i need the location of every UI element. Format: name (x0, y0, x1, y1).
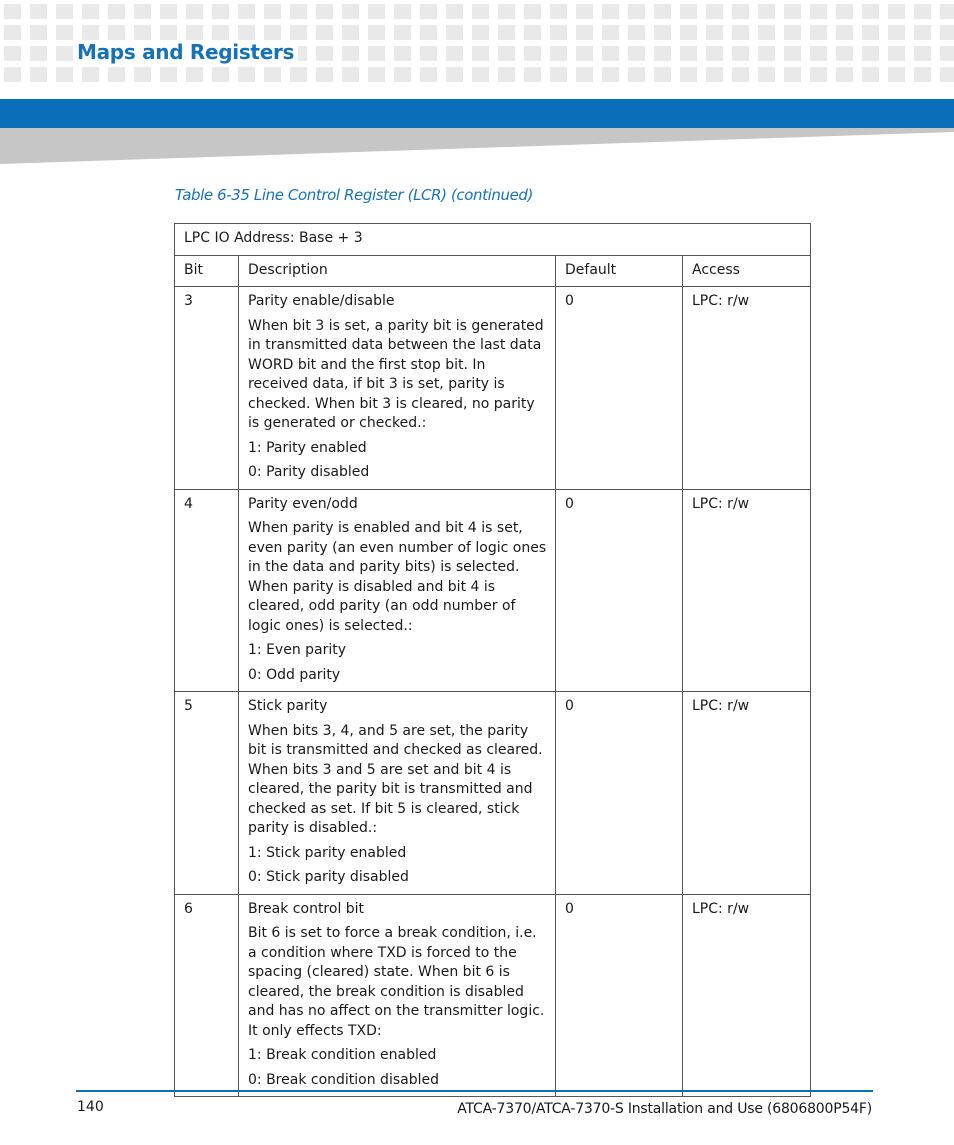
pattern-square (550, 46, 567, 61)
field-option-clear: 0: Parity disabled (248, 464, 370, 480)
pattern-square (290, 4, 307, 19)
pattern-square (758, 4, 775, 19)
pattern-square (654, 4, 671, 19)
pattern-square (4, 4, 21, 19)
pattern-square (836, 25, 853, 40)
pattern-square (472, 46, 489, 61)
pattern-square (498, 4, 515, 19)
pattern-square (446, 25, 463, 40)
page-number: 140 (77, 1099, 104, 1115)
pattern-square (368, 4, 385, 19)
pattern-square (342, 67, 359, 82)
table-caption: Table 6-35 Line Control Register (LCR) (continued) (175, 186, 533, 204)
header-grey-swoosh (0, 128, 954, 164)
pattern-square (758, 25, 775, 40)
pattern-square (160, 4, 177, 19)
pattern-square (238, 67, 255, 82)
pattern-square (862, 4, 879, 19)
pattern-square (498, 67, 515, 82)
pattern-square (810, 4, 827, 19)
pattern-square (134, 4, 151, 19)
pattern-square (628, 46, 645, 61)
pattern-square (940, 25, 954, 40)
field-body: When parity is enabled and bit 4 is set, even parity (an even number of logic ones in the data and parity bits) is selected. When parity is disabled and bit 4 is cleared, odd parity (an odd number of logic ones) is selected.: (248, 520, 547, 634)
pattern-square (30, 46, 47, 61)
pattern-square (784, 67, 801, 82)
pattern-square (56, 46, 73, 61)
pattern-square (316, 46, 333, 61)
pattern-square (836, 4, 853, 19)
field-option-set: 1: Even parity (248, 642, 347, 658)
pattern-square (160, 67, 177, 82)
pattern-square (706, 4, 723, 19)
pattern-square (420, 25, 437, 40)
table-row (175, 287, 811, 490)
pattern-square (654, 67, 671, 82)
bit-cell: 3 (175, 287, 239, 490)
field-body: When bits 3, 4, and 5 are set, the parity bit is transmitted and checked as cleared. When bits 3 and 5 are set and bit 4 is cleared, the parity bit is transmitted and checked as set. If bit 5 is cleared, stick parity is disabled.: (248, 722, 543, 836)
description-cell (239, 692, 556, 895)
default-cell: 0 (556, 287, 683, 490)
pattern-square (238, 25, 255, 40)
pattern-square (498, 46, 515, 61)
pattern-square (342, 25, 359, 40)
pattern-square (212, 4, 229, 19)
pattern-square (290, 25, 307, 40)
pattern-square (888, 25, 905, 40)
pattern-square (732, 4, 749, 19)
pattern-square (394, 25, 411, 40)
pattern-square (4, 67, 21, 82)
pattern-square (576, 4, 593, 19)
pattern-square (82, 4, 99, 19)
pattern-square (264, 67, 281, 82)
pattern-square (628, 4, 645, 19)
access-cell: LPC: r/w (683, 287, 811, 490)
page-title: Maps and Registers (77, 40, 298, 64)
pattern-square (212, 25, 229, 40)
pattern-square (134, 25, 151, 40)
pattern-square (446, 46, 463, 61)
column-header-default: Default (556, 255, 683, 287)
pattern-square (862, 46, 879, 61)
pattern-square (368, 46, 385, 61)
pattern-square (4, 46, 21, 61)
pattern-square (82, 25, 99, 40)
pattern-square (862, 25, 879, 40)
field-option-set: 1: Parity enabled (248, 439, 367, 456)
description-cell (239, 287, 556, 490)
field-body: When bit 3 is set, a parity bit is generated in transmitted data between the last data WORD bit and the first stop bit. In received data, if bit 3 is set, parity is checked. When bit 3 is cleared, no parity is generated or checked.: (248, 317, 544, 431)
pattern-square (30, 25, 47, 40)
description-cell (239, 489, 556, 692)
bit-cell: 5 (175, 692, 239, 895)
pattern-square (888, 67, 905, 82)
pattern-square (186, 25, 203, 40)
pattern-square (108, 67, 125, 82)
pattern-square (316, 25, 333, 40)
pattern-square (862, 67, 879, 82)
pattern-square (680, 4, 697, 19)
pattern-square (810, 46, 827, 61)
pattern-square (524, 46, 541, 61)
pattern-square (914, 46, 931, 61)
field-title: Stick parity (248, 698, 328, 714)
pattern-square (550, 25, 567, 40)
pattern-square (524, 25, 541, 40)
field-title: Parity even/odd (248, 495, 358, 512)
bit-cell: 6 (175, 894, 239, 1097)
pattern-square (654, 46, 671, 61)
table-header-row (175, 255, 811, 287)
pattern-square (888, 46, 905, 61)
pattern-square (420, 67, 437, 82)
pattern-square (524, 67, 541, 82)
pattern-square (238, 4, 255, 19)
pattern-square (290, 67, 307, 82)
column-header-access: Access (683, 255, 811, 287)
pattern-square (602, 46, 619, 61)
access-cell: LPC: r/w (683, 692, 811, 895)
pattern-square (316, 4, 333, 19)
pattern-square (472, 4, 489, 19)
field-option-clear: 0: Odd parity (248, 666, 341, 683)
pattern-square (108, 4, 125, 19)
table-row (175, 489, 811, 692)
pattern-square (550, 67, 567, 82)
pattern-square (56, 4, 73, 19)
field-title: Break control bit (248, 900, 365, 917)
pattern-square (82, 67, 99, 82)
pattern-square (134, 67, 151, 82)
pattern-square (758, 46, 775, 61)
pattern-square (940, 67, 954, 82)
pattern-square (602, 4, 619, 19)
pattern-square (706, 67, 723, 82)
pattern-square (342, 4, 359, 19)
pattern-square (628, 67, 645, 82)
pattern-square (394, 67, 411, 82)
pattern-square (212, 67, 229, 82)
pattern-square (186, 4, 203, 19)
pattern-square (394, 4, 411, 19)
address-cell: LPC IO Address: Base + 3 (175, 224, 811, 256)
pattern-square (602, 25, 619, 40)
pattern-square (576, 25, 593, 40)
pattern-square (836, 67, 853, 82)
footer-divider (76, 1090, 873, 1092)
pattern-square (706, 25, 723, 40)
pattern-square (368, 67, 385, 82)
pattern-square (316, 67, 333, 82)
pattern-square (576, 46, 593, 61)
pattern-square (30, 67, 47, 82)
pattern-square (368, 25, 385, 40)
field-body: Bit 6 is set to force a break condition, i.e. a condition where TXD is forced to the spacing (cleared) state. When bit 6 is cleared, the break condition is disabled and has no affect on the transmitter logic. It only effects TXD: (248, 925, 545, 1039)
pattern-square (680, 46, 697, 61)
pattern-square (706, 46, 723, 61)
bit-cell: 4 (175, 489, 239, 692)
pattern-square (732, 25, 749, 40)
pattern-square (810, 25, 827, 40)
column-header-description: Description (239, 255, 556, 287)
pattern-square (524, 4, 541, 19)
pattern-square (342, 46, 359, 61)
pattern-square (186, 67, 203, 82)
pattern-square (394, 46, 411, 61)
pattern-square (732, 46, 749, 61)
pattern-square (576, 67, 593, 82)
default-cell: 0 (556, 692, 683, 895)
field-option-set: 1: Stick parity enabled (248, 844, 407, 861)
pattern-square (732, 67, 749, 82)
pattern-square (264, 25, 281, 40)
pattern-square (472, 67, 489, 82)
pattern-square (940, 4, 954, 19)
pattern-square (4, 25, 21, 40)
pattern-square (160, 25, 177, 40)
access-cell: LPC: r/w (683, 489, 811, 692)
pattern-square (784, 46, 801, 61)
pattern-square (758, 67, 775, 82)
pattern-square (446, 67, 463, 82)
document-title: ATCA-7370/ATCA-7370-S Installation and Use (6806800P54F) (457, 1101, 872, 1117)
table-row (175, 692, 811, 895)
pattern-square (680, 25, 697, 40)
description-cell (239, 894, 556, 1097)
pattern-square (914, 67, 931, 82)
pattern-square (940, 46, 954, 61)
default-cell: 0 (556, 894, 683, 1097)
pattern-square (264, 4, 281, 19)
pattern-square (914, 4, 931, 19)
pattern-square (810, 67, 827, 82)
register-table (174, 223, 811, 1097)
column-header-bit: Bit (175, 255, 239, 287)
pattern-square (56, 25, 73, 40)
table-row (175, 894, 811, 1097)
pattern-square (680, 67, 697, 82)
access-cell: LPC: r/w (683, 894, 811, 1097)
header-blue-band (0, 99, 954, 128)
pattern-square (472, 25, 489, 40)
pattern-square (108, 25, 125, 40)
pattern-square (420, 4, 437, 19)
pattern-square (914, 25, 931, 40)
pattern-square (498, 25, 515, 40)
pattern-square (446, 4, 463, 19)
field-option-clear: 0: Break condition disabled (248, 1071, 439, 1088)
field-option-set: 1: Break condition enabled (248, 1047, 437, 1063)
pattern-square (30, 4, 47, 19)
pattern-square (888, 4, 905, 19)
pattern-square (784, 4, 801, 19)
pattern-square (784, 25, 801, 40)
address-row (175, 224, 811, 256)
pattern-square (550, 4, 567, 19)
pattern-square (654, 25, 671, 40)
field-option-clear: 0: Stick parity disabled (248, 869, 409, 885)
field-title: Parity enable/disable (248, 293, 395, 309)
pattern-square (56, 67, 73, 82)
pattern-square (420, 46, 437, 61)
default-cell: 0 (556, 489, 683, 692)
pattern-square (628, 25, 645, 40)
pattern-square (602, 67, 619, 82)
pattern-square (836, 46, 853, 61)
